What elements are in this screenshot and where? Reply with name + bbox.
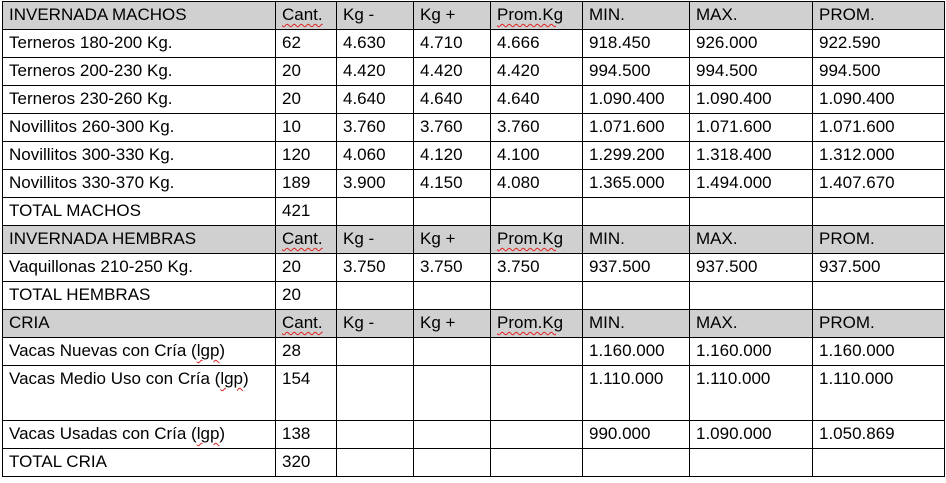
- cell-max: 1.090.400: [690, 86, 813, 114]
- header-max: MAX.: [690, 310, 813, 338]
- row-label: Novillitos 260-300 Kg.: [3, 114, 276, 142]
- cell-prom-kg: 4.100: [491, 142, 583, 170]
- row-label: Vacas Usadas con Cría (lgp): [3, 421, 276, 449]
- table-row: [3, 421, 945, 449]
- cell-min: 1.365.000: [583, 170, 690, 198]
- header-prom-kg: Prom.Kg: [497, 313, 564, 332]
- header-min: MIN.: [583, 310, 690, 338]
- header-kg-max: Kg +: [414, 226, 491, 254]
- cell-kg-min: [337, 338, 414, 366]
- cell-min: 994.500: [583, 58, 690, 86]
- unit-lgp: lgp: [220, 369, 244, 388]
- table-row: [3, 254, 945, 282]
- cell-cant: 10: [276, 114, 337, 142]
- cell-min: 918.450: [583, 30, 690, 58]
- cell-kg-max: [414, 338, 491, 366]
- cell-kg-max: 4.420: [414, 58, 491, 86]
- cell-prom: 922.590: [813, 30, 945, 58]
- cell-cant: 189: [276, 170, 337, 198]
- cell-min: 1.160.000: [583, 338, 690, 366]
- cell-kg-max: 4.640: [414, 86, 491, 114]
- cell-cant: 154: [276, 366, 337, 421]
- cell-kg-min: 4.420: [337, 58, 414, 86]
- cell-kg-min: [337, 421, 414, 449]
- total-label: TOTAL MACHOS: [3, 198, 276, 226]
- row-label: Vacas Medio Uso con Cría (lgp): [3, 366, 276, 421]
- cell-prom: 1.071.600: [813, 114, 945, 142]
- header-kg-max: Kg +: [414, 2, 491, 30]
- cell-prom-kg: [491, 366, 583, 421]
- row-label: Terneros 200-230 Kg.: [3, 58, 276, 86]
- row-label: Terneros 230-260 Kg.: [3, 86, 276, 114]
- cell-min: 937.500: [583, 254, 690, 282]
- cell-cant: 20: [276, 86, 337, 114]
- cell-cant: 62: [276, 30, 337, 58]
- cell-prom: 1.090.400: [813, 86, 945, 114]
- cell-max: 1.110.000: [690, 366, 813, 421]
- cell-kg-min: 3.900: [337, 170, 414, 198]
- cell-prom-kg: 4.640: [491, 86, 583, 114]
- header-kg-min: Kg -: [337, 310, 414, 338]
- cell-max: 1.071.600: [690, 114, 813, 142]
- total-row-cria: [3, 449, 945, 477]
- section-title-cria: CRIA: [3, 310, 276, 338]
- cell-kg-max: [414, 421, 491, 449]
- cell-cant: 28: [276, 338, 337, 366]
- cell-kg-max: 4.120: [414, 142, 491, 170]
- unit-lgp: lgp: [196, 424, 220, 443]
- header-row-hembras: [3, 226, 945, 254]
- header-cant: Cant.: [282, 313, 323, 332]
- cell-kg-max: [414, 366, 491, 421]
- cell-kg-min: [337, 366, 414, 421]
- cell-cant: 20: [276, 254, 337, 282]
- table-row: [3, 30, 945, 58]
- cell-prom: 994.500: [813, 58, 945, 86]
- cell-max: 937.500: [690, 254, 813, 282]
- cell-min: 1.299.200: [583, 142, 690, 170]
- cell-prom: 1.160.000: [813, 338, 945, 366]
- header-kg-min: Kg -: [337, 2, 414, 30]
- cell-prom-kg: 4.420: [491, 58, 583, 86]
- table-row: [3, 86, 945, 114]
- cell-prom-kg: 4.666: [491, 30, 583, 58]
- cell-kg-max: 3.760: [414, 114, 491, 142]
- cell-min: 990.000: [583, 421, 690, 449]
- row-label: Novillitos 330-370 Kg.: [3, 170, 276, 198]
- header-kg-max: Kg +: [414, 310, 491, 338]
- cell-min: 1.090.400: [583, 86, 690, 114]
- header-max: MAX.: [690, 226, 813, 254]
- cell-max: 1.494.000: [690, 170, 813, 198]
- header-max: MAX.: [690, 2, 813, 30]
- header-row-cria: [3, 310, 945, 338]
- cell-min: 1.071.600: [583, 114, 690, 142]
- cell-kg-min: 4.060: [337, 142, 414, 170]
- row-label: Novillitos 300-330 Kg.: [3, 142, 276, 170]
- cell-max: 1.160.000: [690, 338, 813, 366]
- section-title-hembras: INVERNADA HEMBRAS: [3, 226, 276, 254]
- cell-prom-kg: 3.750: [491, 254, 583, 282]
- cell-prom: 1.407.670: [813, 170, 945, 198]
- header-min: MIN.: [583, 226, 690, 254]
- header-prom-kg: Prom.Kg: [497, 229, 564, 248]
- total-label: TOTAL CRIA: [3, 449, 276, 477]
- cell-max: 1.318.400: [690, 142, 813, 170]
- table-row: [3, 338, 945, 366]
- cell-kg-min: 4.630: [337, 30, 414, 58]
- table-row: [3, 142, 945, 170]
- cell-prom: 1.050.869: [813, 421, 945, 449]
- header-prom-kg: Prom.Kg: [497, 5, 564, 24]
- cell-kg-min: 3.750: [337, 254, 414, 282]
- cell-min: 1.110.000: [583, 366, 690, 421]
- header-cant: Cant.: [282, 5, 323, 24]
- cell-kg-max: 3.750: [414, 254, 491, 282]
- cell-prom: 1.110.000: [813, 366, 945, 421]
- row-label: Vacas Nuevas con Cría (lgp): [3, 338, 276, 366]
- cell-cant: 20: [276, 58, 337, 86]
- table-row: [3, 366, 945, 421]
- row-label: Vaquillonas 210-250 Kg.: [3, 254, 276, 282]
- header-row-machos: [3, 2, 945, 30]
- total-value: 320: [276, 449, 337, 477]
- header-kg-min: Kg -: [337, 226, 414, 254]
- header-prom: PROM.: [813, 226, 945, 254]
- cell-kg-min: 3.760: [337, 114, 414, 142]
- cell-cant: 138: [276, 421, 337, 449]
- header-prom: PROM.: [813, 2, 945, 30]
- cell-prom-kg: [491, 338, 583, 366]
- cell-kg-max: 4.150: [414, 170, 491, 198]
- cell-max: 994.500: [690, 58, 813, 86]
- cell-kg-max: 4.710: [414, 30, 491, 58]
- section-title-machos: INVERNADA MACHOS: [3, 2, 276, 30]
- total-row-hembras: [3, 282, 945, 310]
- cell-prom-kg: [491, 421, 583, 449]
- cell-prom: 1.312.000: [813, 142, 945, 170]
- table-row: [3, 58, 945, 86]
- total-value: 421: [276, 198, 337, 226]
- header-cant: Cant.: [282, 229, 323, 248]
- header-prom: PROM.: [813, 310, 945, 338]
- table-row: [3, 170, 945, 198]
- cell-max: 926.000: [690, 30, 813, 58]
- price-table: [2, 1, 945, 477]
- cell-prom-kg: 3.760: [491, 114, 583, 142]
- total-value: 20: [276, 282, 337, 310]
- cell-cant: 120: [276, 142, 337, 170]
- cell-max: 1.090.000: [690, 421, 813, 449]
- total-row-machos: [3, 198, 945, 226]
- unit-lgp: lgp: [196, 341, 220, 360]
- row-label: Terneros 180-200 Kg.: [3, 30, 276, 58]
- cell-kg-min: 4.640: [337, 86, 414, 114]
- total-label: TOTAL HEMBRAS: [3, 282, 276, 310]
- cell-prom-kg: 4.080: [491, 170, 583, 198]
- header-min: MIN.: [583, 2, 690, 30]
- cell-prom: 937.500: [813, 254, 945, 282]
- table-row: [3, 114, 945, 142]
